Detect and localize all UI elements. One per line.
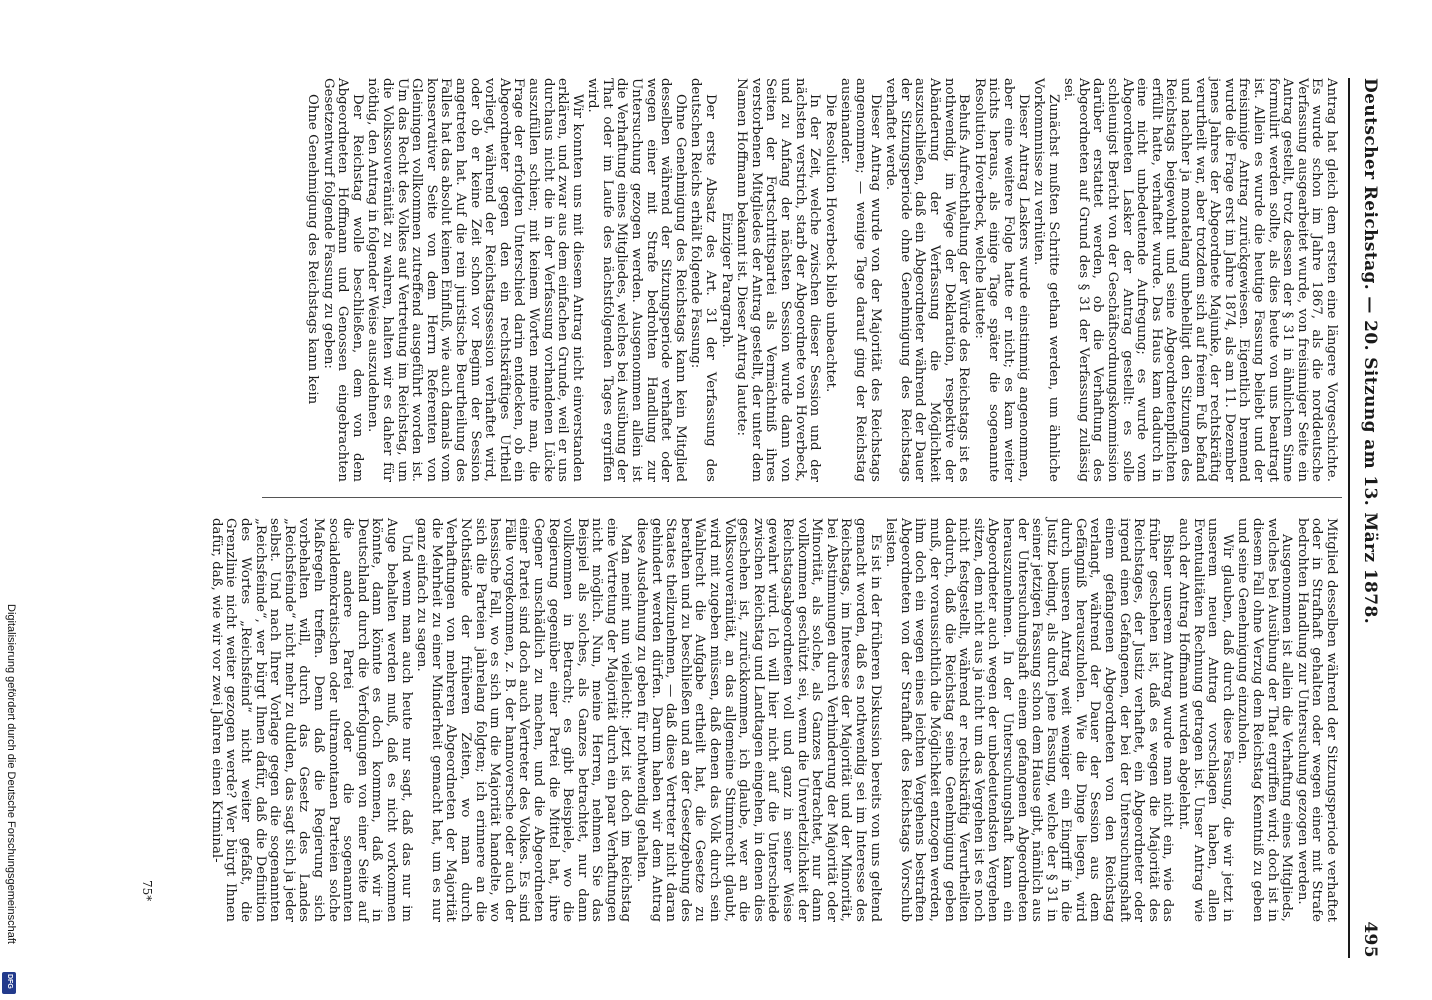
paragraph: Wir glauben, daß durch diese Fassung, die wir jetzt in unserem neuen Antrag vorschlagen haben, allen Eventualitäten Rechnung getragen ist. Unser Antrag wie auch der Antrag Hoffmann wurden abgelehnt.	[1176, 518, 1235, 922]
page-title: Deutscher Reichstag. — 20. Sitzung am 13. März 1878.	[1360, 78, 1380, 625]
paragraph: Der Reichstag wolle beschließen, dem von dem Abgeordneten Hoffmann und Genossen eingebrachten Gesetzentwurf folgende Fassung zu geben:	[320, 78, 365, 482]
section-heading: Einziger Paragraph.	[718, 212, 734, 348]
paragraph: Wir konnten uns mit diesem Antrag nicht einverstanden erklären, und zwar aus dem einfachen Grunde, weil er uns durchaus nicht die in der Verfassung vorhandenen Lücke auszufüllen schien; mit keinem Worten meinte man, die Frage der erfolgten Unterschied darin entdecken, ob ein Abgeordneter gegen den ein rechtskräftiges Urtheil vorliegt, während der Reichstagssession verhaftet wird, oder ob er keine Zeit schon vor Beginn der Session angetreten hat. Auf die rein juristische Beurtheilung des Falles hat das absolut keinen Einfluß, wie auch damals vom konservativer Seite von dem Herrn Referenten von Gleiningen vollkommen zutreffend ausgeführt worden ist. Um das Recht des Volkes auf Vertretung im Reichstag, um die Volkssouveränität zu wahren, halten wir es daher für nöthig, den Antrag in folgender Weise auszudehnen.	[365, 78, 585, 482]
paragraph: Ausgenommen ist allein die Verhaftung eines Mitglieds, welches bei Ausübung der That ergriffen wird; doch ist in diesem Fall ohne Verzug dem Reichstag Kenntniß zu geben und seine Genehmigung einzuholen.	[1235, 518, 1295, 922]
paragraph: Behufs Aufrechthaltung der Würde des Reichstags ist es nothwendig, im Wege der Deklaration, respektive der Abänderung der Verfassung die Möglichkeit auszuschließen, daß ein Abgeordneter während der Dauer der Sitzungsperiode ohne Genehmigung des Reichstags verhaftet werde.	[883, 78, 972, 482]
paragraph: Ohne Genehmigung des Reichstags kann kein	[305, 94, 321, 405]
left-column	[303, 78, 1338, 482]
quoted-text: Ohne Genehmigung des Reichstags kann kein Mitglied desselben während der Sitzungsperiode verhaftet oder wegen einer mit Strafe bedrohten Handlung zur Untersuchung gezogen werden. Ausgenommen allein ist die Verhaftung eines Mitgliedes, welches bei Ausübung der That oder im Laufe des nächstfolgenden Tages ergriffen wird.	[585, 78, 688, 482]
paragraph: In der Zeit, welche zwischen dieser Session und der nächsten verstrich, starb der Abgeordnete von Hoverbeck, und zu Anfang der nächsten Session wurde dann von Seiten der Fortschrittspartei als Vermächtniß ihres verstorbenen Mitgliedes der Antrag gestellt, der unter dem Namen Hoffmann bekannt ist. Dieser Antrag lautete:	[734, 78, 823, 482]
paragraph: Es ist in der früheren Diskussion bereits von uns geltend gemacht worden, daß es nothwendig sei im Interesse des Reichstags, im Interesse der Majorität und der Minorität, bei Abstimmungen durch Verhinderung der Majorität oder Minorität, als solche, als Ganzes betrachtet, nur dann vollkommen geschützt sei, wenn die Unverletzlichkeit der Reichstagsabgeordneten voll und ganz in seiner Weise gewahrt wird. Ich will hier nicht auf die Unterschiede zwischen Reichstag und Landtagen eingehen, in denen dies geschehen ist, zurückkommen, ich glaube, wer an die Volkssouveränität, an das allgemeine Stimmrecht glaubt, wird mit zugeben müssen, daß denen das Volk durch sein Wahlrecht die Aufgabe ertheilt hat, die Gesetze zu berathen und zu beschließen und an der Gesetzgebung des Staates theilzunehmen, — daß diese Vertreter nicht daran gehindert werden dürfen. Darum haben wir dem Antrag diese Ausdehnung zu geben für nothwendig gehalten.	[634, 518, 883, 922]
paragraph: Antrag hat gleich dem ersten eine längere Vorgeschichte. Es wurde schon im Jahre 1867, als die norddeutsche Verfassung ausgearbeitet wurde, von freisinniger Seite ein Antrag gestellt, trotz dessen der § 31 in ähnlichem Sinne formulirt werden sollte, als dies heute von uns beantragt ist. Allein es wurde die heutige Fassung beliebt und der freisinnige Antrag zurückgewiesen. Eigentlich brennend wurde die Frage erst im Jahre 1874, als am 11. Dezember jenes Jahres der Abgeordnete Majunke, der rechtskräftig verurtheilt war, aber trotzdem sich auf freiem Fuß befand und nachher ja monatelang unbehelligt den Sitzungen des Reichstags beigewohnt und seine Abgeordnetenpflichten erfüllt hatte, verhaftet wurde. Das Haus kam dadurch in eine nicht unbedeutende Aufregung; es wurde vom Abgeordneten Lasker der Antrag gestellt: es solle schleunigst Bericht von der Geschäftsordnungskommission darüber erstattet werden, ob die Verhaftung des Abgeordneten auf Grund des § 31 der Verfassung zulässig sei.	[1061, 78, 1339, 482]
page-header	[1354, 78, 1380, 958]
digitization-notice: Digitalisierung gefördert durch die Deutsche Forschungsgemeinschaft	[5, 604, 17, 944]
paragraph: Zunächst mußten Schritte gethan werden, um ähnliche Vorkommnisse zu verhüten.	[1031, 78, 1061, 482]
paragraph: Man meint nun vielleicht: jetzt ist doch im Reichstag eine Vertretung der Majorität durch ein paar Verhaftungen nicht möglich. Nun, meine Herren, nehmen Sie das Beispiel als solches, als Ganzes betrachtet, nur dann vollkommen in Betracht; es gibt Beispiele, wo die Regierung gegenüber einer Partei die Mittel hat, ihre Gegner unschädlich zu machen, und die Abgeordneten einer Partei sind doch auch Vertreter des Volkes. Es sind Fälle vorgekommen, z. B. der hannoversche oder auch der hessische Fall, wo es sich um die Majorität handelte, wo sich die Parteien jahrelang folgten; ich erinnere an die Nothstände der früheren Zeiten, wo man durch Verhaftungen von mehreren Abgeordneten der Majorität die Mehrheit zu einer Minderheit gemacht hat, um es nur ganz einfach zu sagen.	[414, 518, 634, 922]
paragraph: Mitglied desselben während der Sitzungsperiode verhaftet oder in Strafhaft gehalten oder wegen einer mit Strafe bedrohten Handlung zur Untersuchung gezogen werden.	[1294, 518, 1339, 922]
paragraph: Bisher unserem Antrag wurde man nicht ein, wie das früher geschehen ist, daß es wegen die Majorität des Reichstages, der Justiz verhaftet, ein Abgeordneter oder irgend einen Gefangenen, der bei der Untersuchungshaft einem gefangenen Abgeordneten von den Reichstag verlangt, während der Dauer der Session aus dem Gefängniß herauszuholen. Wie die Dinge liegen, wird durch unseren Antrag weit weniger ein Eingriff in die Justiz bedingt, als durch jene Fassung, welche der § 31 in seiner jetzigen Fassung schon dem Hause gibt, nämlich aus der Untersuchungshaft einem gefangenen Abgeordneten herauszunehmen. In der Untersuchungshaft kann ein Abgeordneter auch wegen der unbedeutendsten Vergehen sitzen, dem nicht aus ja nicht um das Vergehen ist es noch nicht festgestellt, während er rechtskräftig Verurtheilten dadurch, daß die Reichstag seine Genehmigung geben muß, der voraussichtlich die Möglichkeit entzogen werden, ihm doch ein wegen eines leichten Vergehens bestraften Abgeordneten von der Strafhaft des Reichstags Vorschub leisten.	[883, 518, 1176, 922]
paragraph: Und wenn man auch heute nur sagt, daß das nur im Auge behalten werden muß, daß es nicht vorkommen könnte, dann könnte es doch kommen, daß wir in Deutschland durch die Verfolgungen von einer Seite auf die andere Partei oder die sogenannten socialdemokratischen oder ultramontanen Parteien solche Maßregeln treffen. Denn daß die Regierung sich vorbehalten will, durch das Gesetz des Landes „Reichsfeinde“ nicht mehr zu dulden, das sagt sich ja jeder selbst. Und nach Ihrer Vorlage gegen die sogenannten „Reichsfeinde“, wer bürgt Ihnen dafür, daß die Definition des Wortes „Reichsfeind“ nicht weiter gefaßt, die Grenzlinie nicht weiter gezogen werde? Wer bürgt Ihnen dafür, daß, wie wir vor zwei Jahren einen Kriminal-	[208, 518, 414, 922]
paragraph: Der erste Absatz des Art. 31 der Verfassung des deutschen Reichs erhält folgende Fassung:	[688, 78, 719, 482]
paragraph: Dieser Antrag Laskers wurde einstimmig angenommen, aber eine weitere Folge hatte er nicht; es kam weiter nichts heraus, als einige Tage später die sogenannte Resolution Hoverbeck, welche lautete:	[971, 78, 1031, 482]
page-number: 495	[1360, 921, 1380, 958]
paragraph: Dieser Antrag wurde von der Majorität des Reichstags angenommen; — wenige Tage darauf ging der Reichstag auseinander.	[838, 78, 883, 482]
paragraph: Die Resolution Hoverbeck blieb unbeachtet.	[822, 94, 838, 393]
dfg-logo-icon: DFG	[2, 972, 16, 994]
header-rule	[1348, 78, 1350, 958]
page-mark: 75*	[140, 880, 154, 902]
right-column	[207, 518, 1338, 922]
column-divider	[262, 497, 1342, 498]
digitization-footer	[0, 0, 20, 1000]
